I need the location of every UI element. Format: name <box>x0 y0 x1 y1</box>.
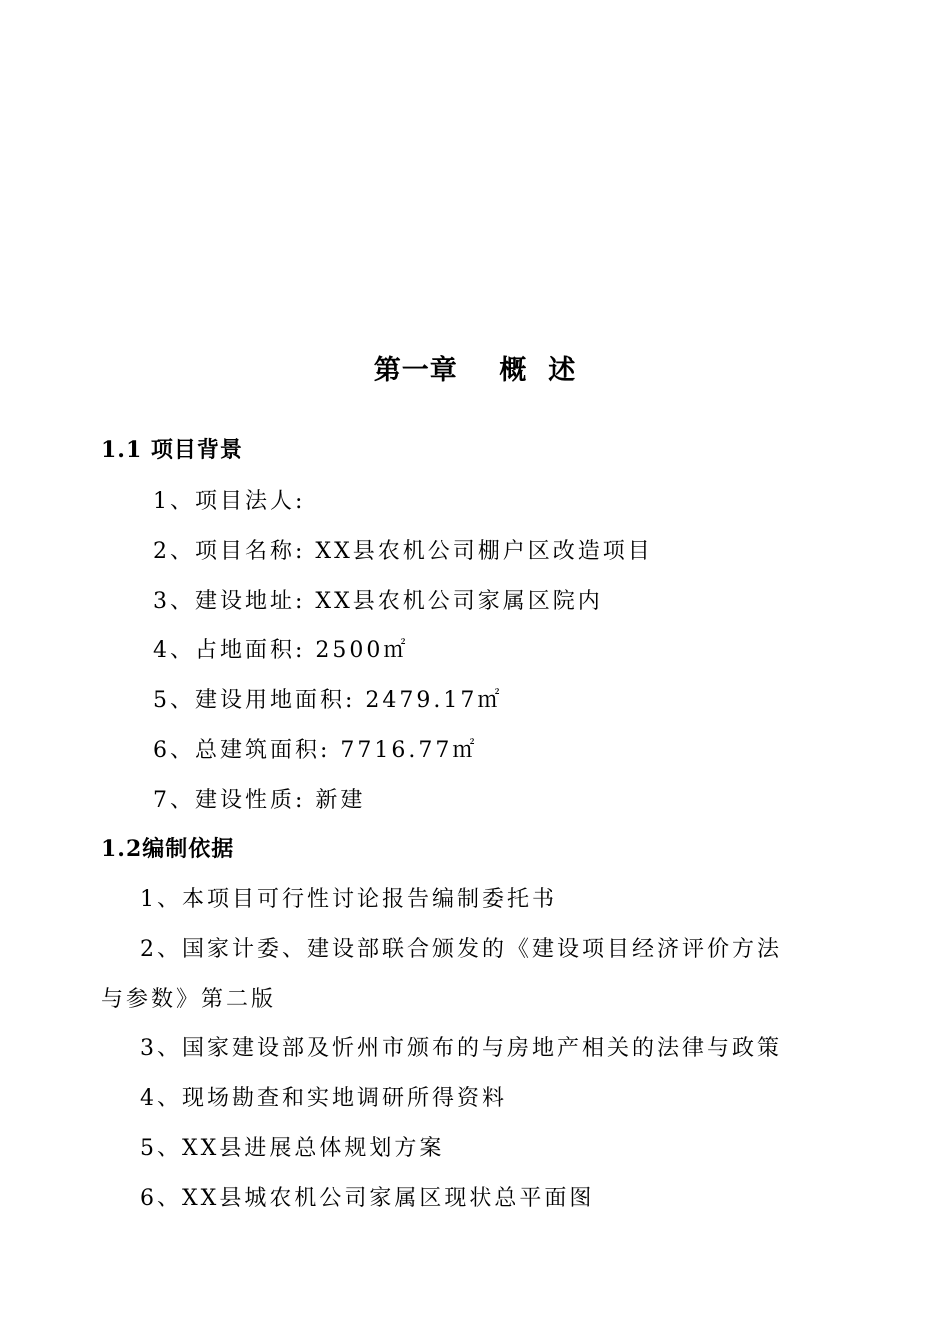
chapter-title: 第一章 概 述 <box>373 355 577 386</box>
list-item: 7、建设性质: 新建 <box>153 788 366 813</box>
list-item: 5、建设用地面积: 2479.17㎡ <box>153 688 503 713</box>
list-item: 3、国家建设部及忻州市颁布的与房地产相关的法律与政策 <box>140 1036 782 1061</box>
section-heading-project-background: 1.1 项目背景 <box>101 437 243 463</box>
list-item: 6、总建筑面积: 7716.77㎡ <box>153 738 478 763</box>
list-item: 4、现场勘查和实地调研所得资料 <box>140 1086 507 1111</box>
list-item: 3、建设地址: XX县农机公司家属区院内 <box>153 589 603 614</box>
list-item-continuation: 与参数》第二版 <box>101 987 277 1012</box>
list-item: 1、本项目可行性讨论报告编制委托书 <box>140 887 557 912</box>
list-item: 2、国家计委、建设部联合颁发的《建设项目经济评价方法 <box>140 937 782 962</box>
list-item: 1、项目法人: <box>153 489 306 514</box>
section-heading-compilation-basis: 1.2编制依据 <box>101 836 235 862</box>
list-item: 2、项目名称: XX县农机公司棚户区改造项目 <box>153 539 653 564</box>
list-item: 5、XX县进展总体规划方案 <box>140 1136 445 1161</box>
list-item: 4、占地面积: 2500㎡ <box>153 638 409 663</box>
list-item: 6、XX县城农机公司家属区现状总平面图 <box>140 1186 595 1211</box>
